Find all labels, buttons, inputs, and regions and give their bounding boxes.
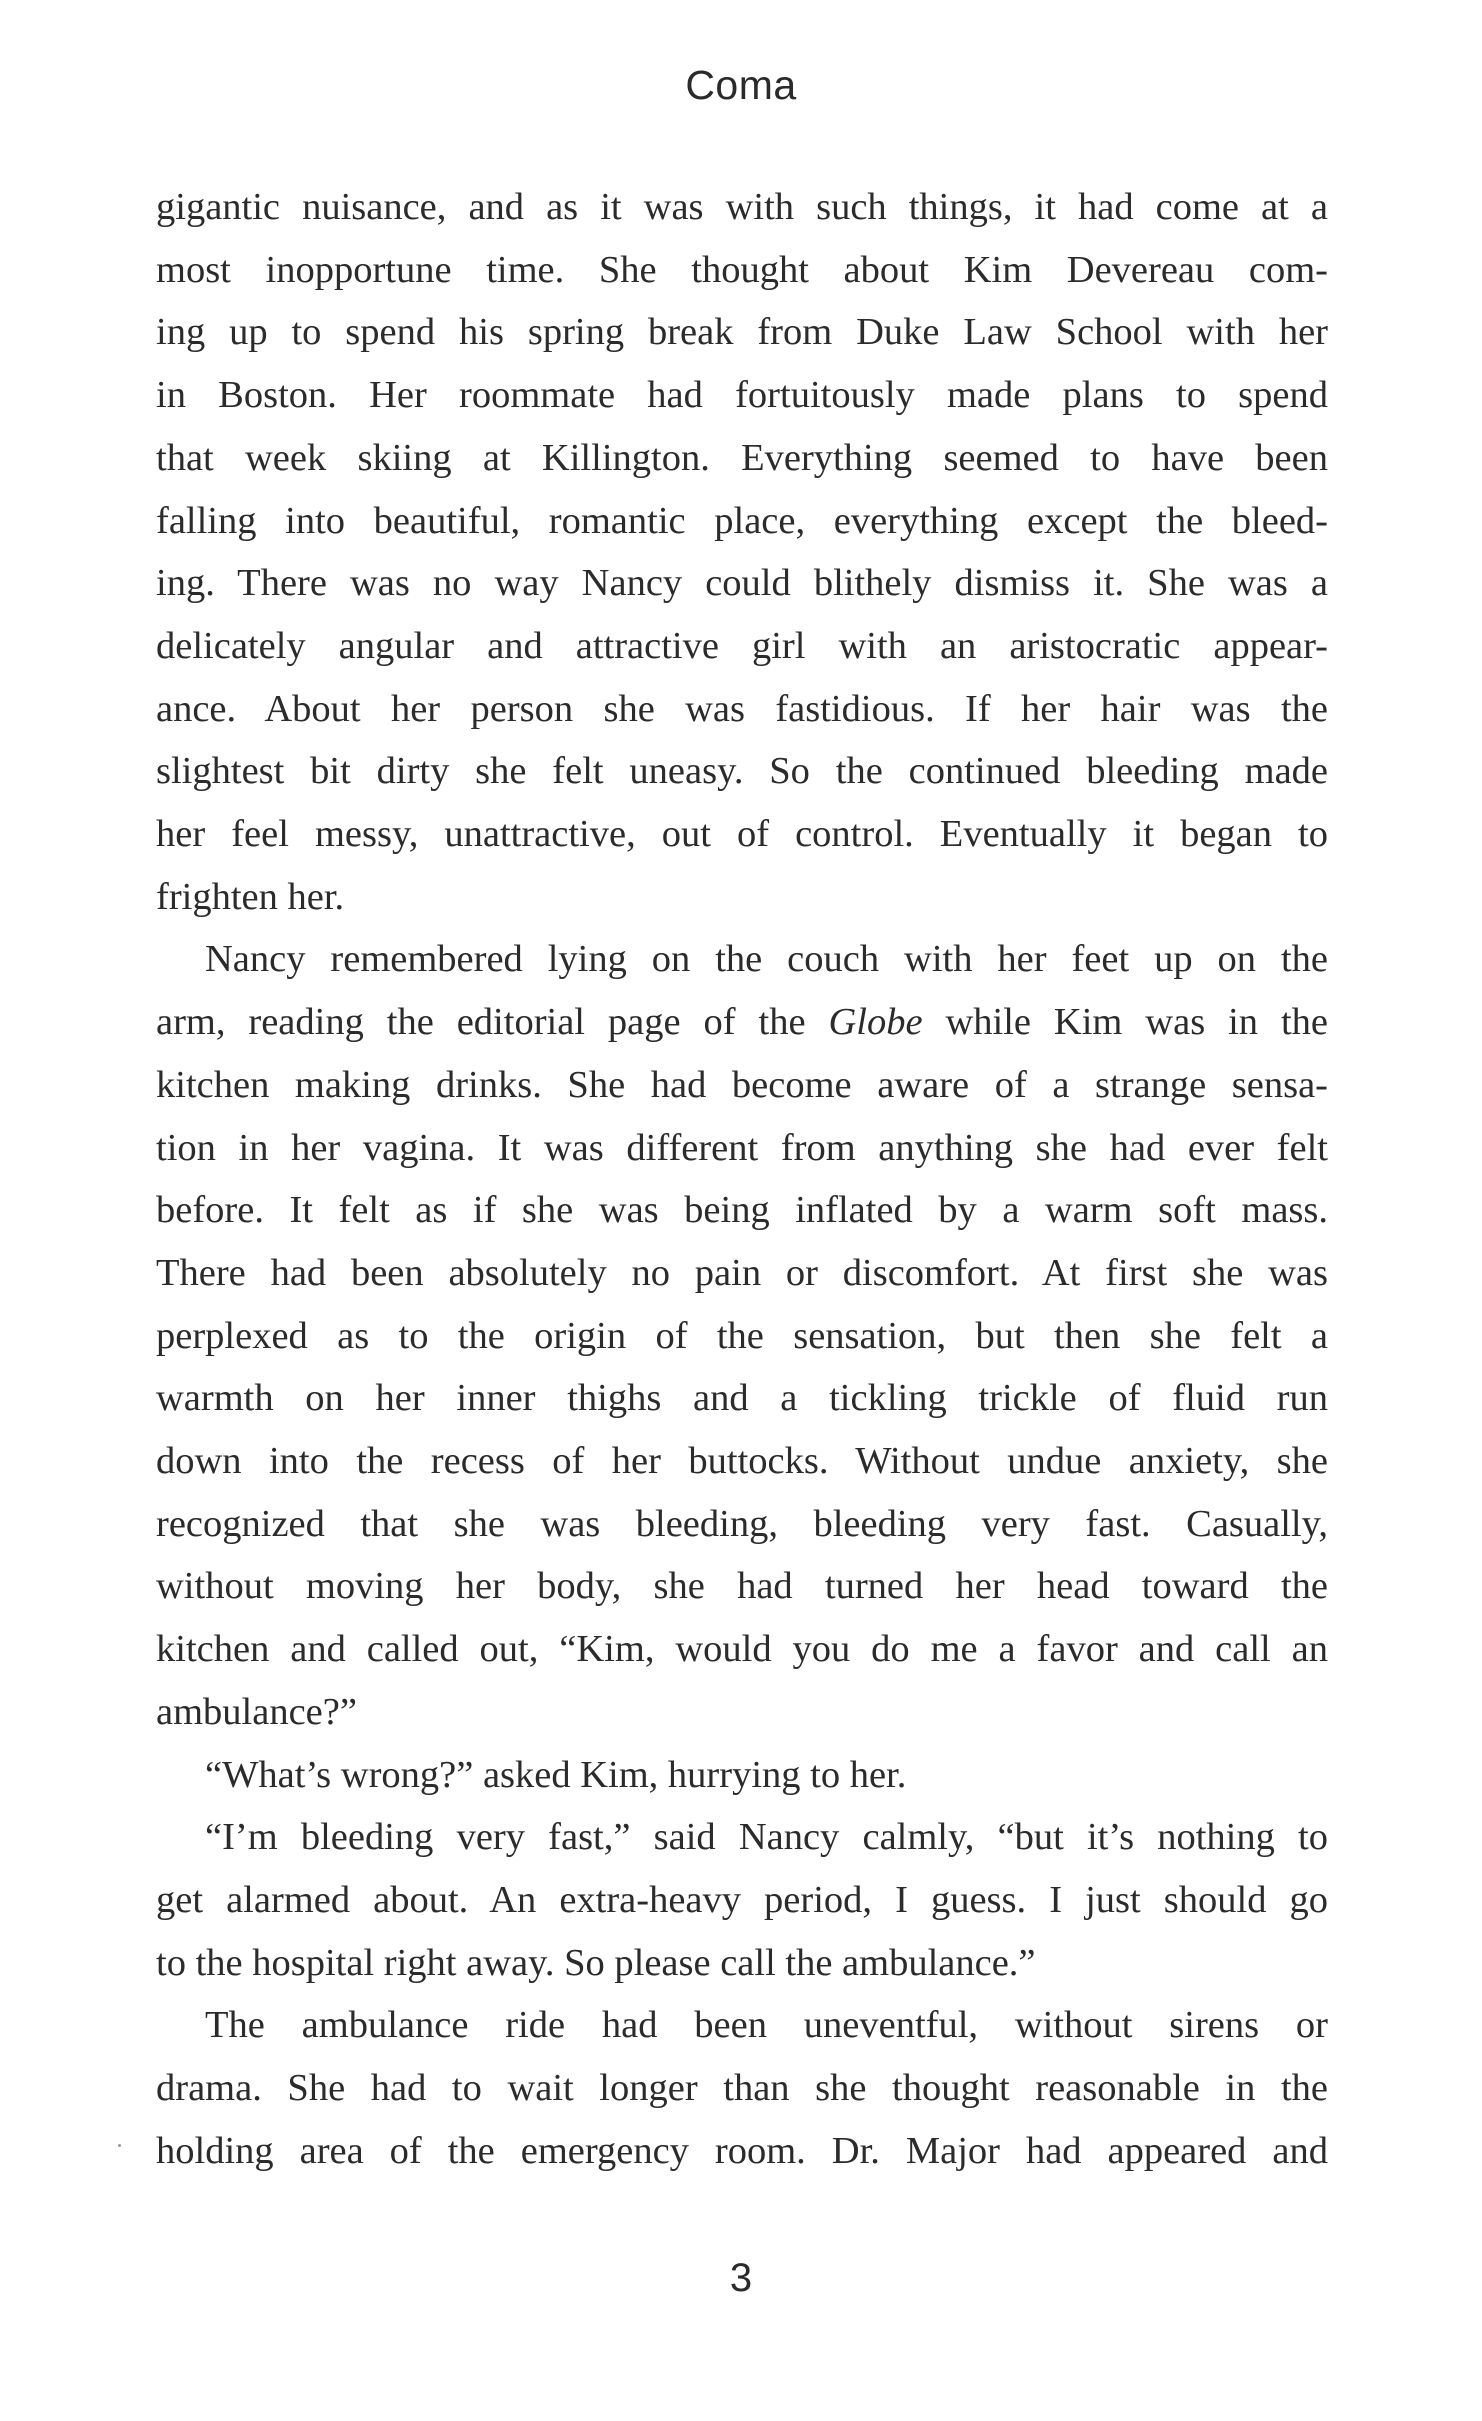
text-line: tion in her vagina. It was different from anything she had ever felt [156, 1126, 1328, 1169]
text-line: delicately angular and attractive girl with an aristocratic appear- [156, 624, 1328, 667]
text-line: ance. About her person she was fastidious. If her hair was the [156, 687, 1328, 730]
text-line: “What’s wrong?” asked Kim, hurrying to her. [205, 1753, 907, 1796]
text-line: down into the recess of her buttocks. Without undue anxiety, she [156, 1440, 1328, 1483]
text-line: slightest bit dirty she felt uneasy. So the continued bleeding made [156, 750, 1328, 793]
newspaper-title-italic: Globe [828, 1001, 923, 1044]
text-line: her feel messy, unattractive, out of control. Eventually it began to [156, 813, 1328, 856]
text-line: kitchen and called out, “Kim, would you do me a favor and call an [156, 1628, 1328, 1671]
page-body [156, 176, 1328, 2183]
text-line: get alarmed about. An extra-heavy period, I guess. I just should go [156, 1878, 1328, 1921]
text-line: kitchen making drinks. She had become aware of a strange sensa- [156, 1063, 1328, 1106]
text-line: The ambulance ride had been uneventful, without sirens or [205, 2004, 1328, 2047]
text-segment: while Kim was in the [922, 1001, 1328, 1044]
text-line: There had been absolutely no pain or discomfort. At first she was [156, 1251, 1328, 1294]
text-line: drama. She had to wait longer than she thought reasonable in the [156, 2067, 1328, 2110]
text-line: in Boston. Her roommate had fortuitously made plans to spend [156, 374, 1328, 417]
text-line: that week skiing at Killington. Everything seemed to have been [156, 436, 1328, 479]
text-line: frighten her. [156, 875, 345, 918]
text-line: recognized that she was bleeding, bleeding very fast. Casually, [156, 1502, 1328, 1545]
text-line: holding area of the emergency room. Dr. Major had appeared and [156, 2129, 1328, 2172]
text-line: falling into beautiful, romantic place, everything except the bleed- [156, 499, 1328, 542]
text-line: to the hospital right away. So please call the ambulance.” [156, 1941, 1036, 1984]
page-number: 3 [729, 2256, 753, 2300]
text-line: “I’m bleeding very fast,” said Nancy calmly, “but it’s nothing to [205, 1816, 1328, 1859]
text-line: perplexed as to the origin of the sensation, but then she felt a [156, 1314, 1328, 1357]
text-line: Nancy remembered lying on the couch with her feet up on the [205, 938, 1328, 981]
text-line: gigantic nuisance, and as it was with such things, it had come at a [156, 186, 1328, 228]
text-line: warmth on her inner thighs and a tickling trickle of fluid run [156, 1377, 1328, 1420]
scan-speck [118, 2144, 121, 2147]
text-line: before. It felt as if she was being inflated by a warm soft mass. [156, 1189, 1328, 1232]
text-line: ambulance?” [156, 1690, 357, 1733]
text-line-with-italic [156, 991, 1328, 1054]
text-segment: arm, reading the editorial page of the [156, 1001, 829, 1044]
text-line: without moving her body, she had turned her head toward the [156, 1565, 1328, 1608]
running-head-title: Coma [685, 62, 797, 108]
text-line: ing. There was no way Nancy could blithely dismiss it. She was a [156, 562, 1328, 605]
text-line: most inopportune time. She thought about Kim Devereau com- [156, 248, 1328, 291]
text-line: ing up to spend his spring break from Duke Law School with her [156, 311, 1328, 354]
